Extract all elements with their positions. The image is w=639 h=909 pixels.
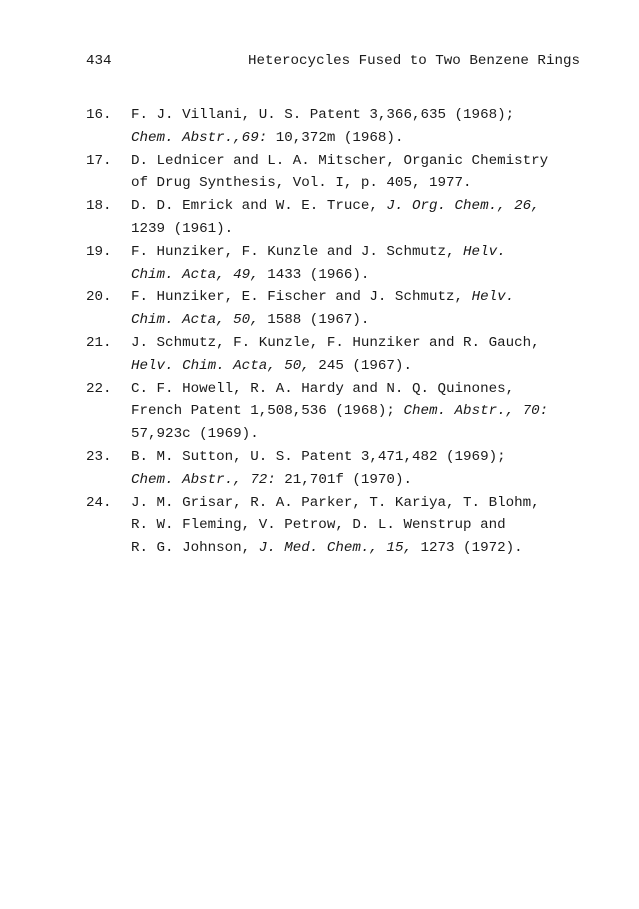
reference-item [86,104,596,150]
reference-line [131,172,596,195]
reference-item [86,195,596,241]
page-number: 434 [86,53,112,69]
reference-line [131,150,596,173]
reference-number: 18. [86,198,112,215]
reference-item [86,150,596,196]
reference-line [131,104,596,127]
citation-text: F. Hunziker, F. Kunzle and J. Schmutz, [131,243,464,260]
citation-journal-text: Chim. Acta, 50, [131,312,259,329]
reference-item [86,332,596,378]
citation-text: 10,372m (1968). [267,129,404,146]
running-title: Heterocycles Fused to Two Benzene Rings [247,53,580,69]
page-header [86,53,580,73]
reference-line [131,400,596,423]
reference-line [131,264,596,287]
citation-text: 1588 (1967). [258,312,370,329]
reference-item [86,241,596,287]
reference-line [131,241,596,264]
reference-number: 22. [86,380,112,397]
reference-number: 23. [86,448,112,465]
reference-line [131,355,596,378]
citation-text: J. Schmutz, F. Kunzle, F. Hunziker and R. Gauch, [131,334,540,351]
citation-text: 1273 (1972). [411,540,523,557]
citation-journal-text: Chem. Abstr.,69: [131,129,268,146]
reference-line [131,127,596,150]
reference-line [131,537,596,560]
citation-text: R. W. Fleming, V. Petrow, D. L. Wenstrup and [131,517,506,534]
reference-line [131,218,596,241]
reference-item [86,492,596,560]
citation-text: F. Hunziker, E. Fischer and J. Schmutz, [131,289,472,306]
citation-text: J. M. Grisar, R. A. Parker, T. Kariya, T. Blohm, [131,494,540,511]
citation-text: F. J. Villani, U. S. Patent 3,366,635 (1968); [131,107,515,123]
citation-journal-text: Helv. Chim. Acta, 50, [131,357,310,374]
reference-line [131,469,596,492]
reference-list [86,104,596,560]
reference-line [131,492,596,515]
citation-text: of Drug Synthesis, Vol. I, p. 405, 1977. [131,175,472,192]
citation-journal-text: Helv. [463,243,506,260]
reference-line [131,446,596,469]
reference-line [131,378,596,401]
reference-item [86,378,596,446]
reference-item [86,446,596,492]
citation-journal-text: Helv. [471,289,515,306]
citation-text: C. F. Howell, R. A. Hardy and N. Q. Quinones, [131,380,515,397]
reference-line [131,423,596,446]
citation-text: 1239 (1961). [131,220,234,237]
reference-number: 19. [86,243,112,260]
citation-journal-text: J. Med. Chem., 15, [258,540,412,557]
reference-line [131,514,596,537]
citation-journal-text: Chim. Acta, 49, [131,266,259,283]
reference-number: 21. [86,334,112,351]
citation-text: 57,923c (1969). [131,426,259,443]
citation-text: French Patent 1,508,536 (1968); [131,403,404,420]
citation-journal-text: Chem. Abstr., 72: [131,471,276,488]
citation-journal-text: J. Org. Chem., 26, [386,198,540,215]
reference-line [131,195,596,218]
reference-number: 20. [86,289,112,306]
reference-number: 24. [86,494,112,511]
citation-text: 21,701f (1970). [275,471,412,488]
reference-item [86,286,596,332]
reference-number: 16. [86,107,112,123]
citation-text: R. G. Johnson, [131,540,259,557]
reference-line [131,309,596,332]
citation-text: 1433 (1966). [258,266,370,283]
reference-line [131,286,596,309]
citation-text: D. D. Emrick and W. E. Truce, [131,198,387,215]
reference-line [131,332,596,355]
citation-journal-text: Chem. Abstr., 70: [403,403,549,420]
reference-number: 17. [86,152,112,169]
citation-text: 245 (1967). [309,357,412,374]
citation-text: D. Lednicer and L. A. Mitscher, Organic Chemistry [131,152,549,169]
citation-text: B. M. Sutton, U. S. Patent 3,471,482 (1969); [131,448,506,465]
